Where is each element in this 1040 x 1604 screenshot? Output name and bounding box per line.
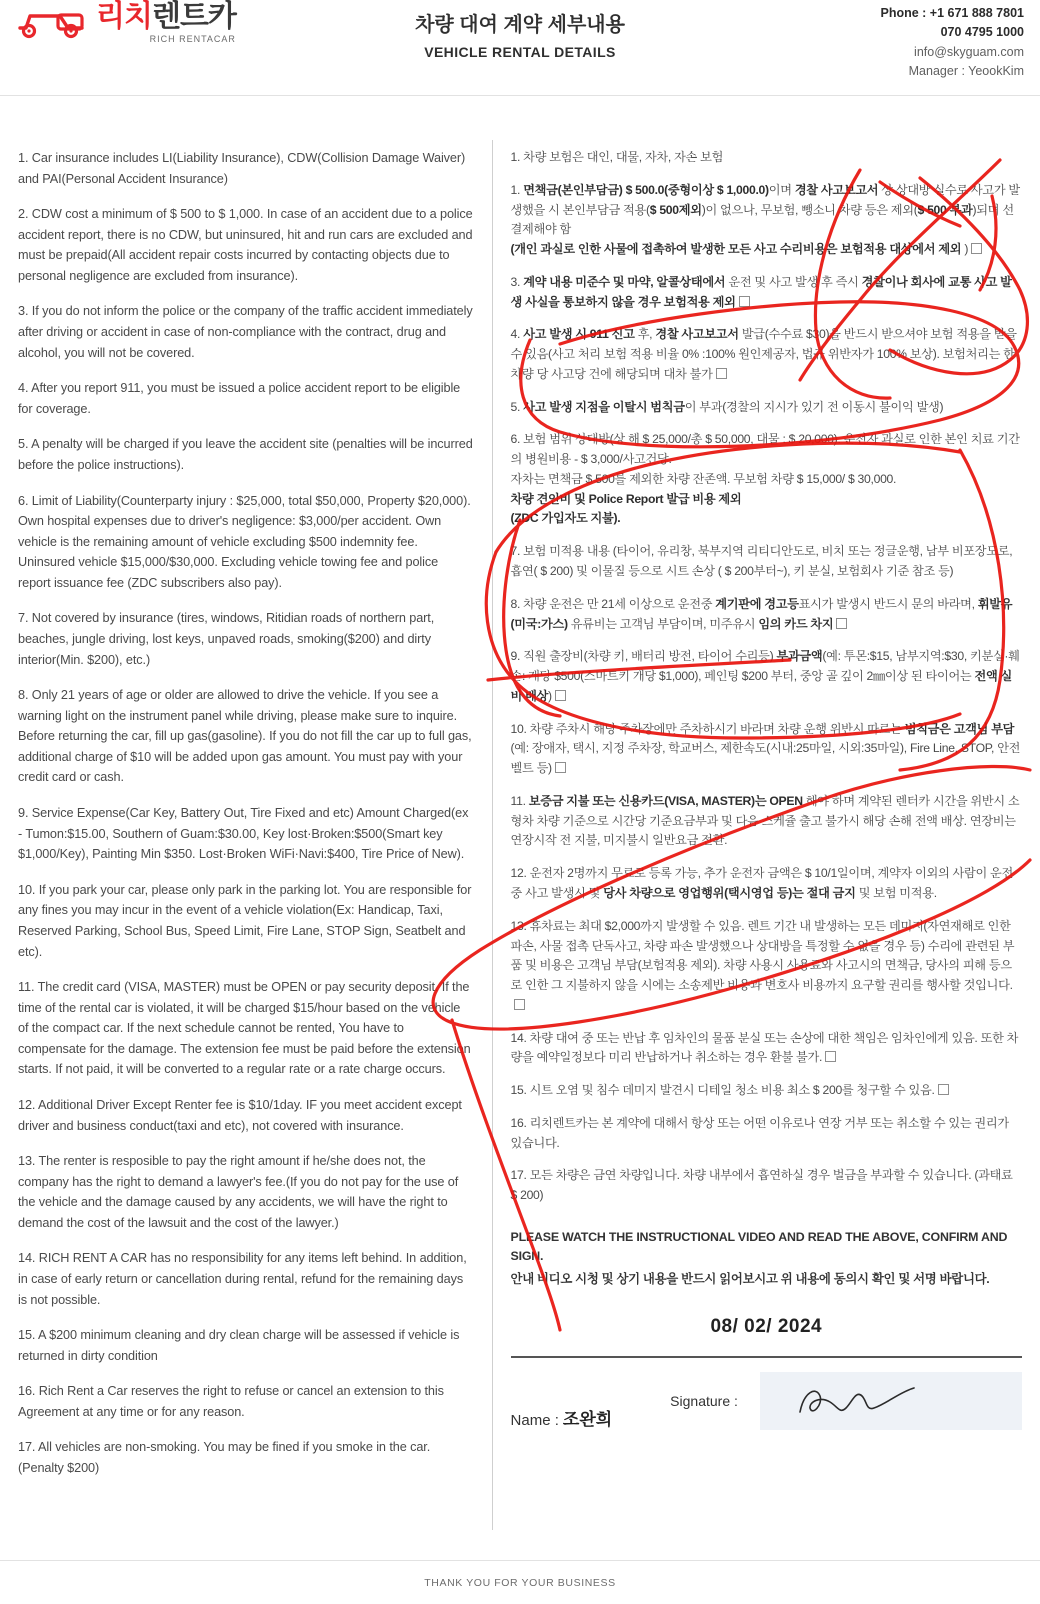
notice-korean: 안내 비디오 시청 및 상기 내용을 반드시 읽어보시고 위 내용에 동의시 확인 및 서명 바랍니다. bbox=[510, 1272, 990, 1287]
name-value: 조완희 bbox=[562, 1410, 613, 1430]
signature-label: Signature : bbox=[670, 1393, 738, 1410]
korean-term-item: 1. 면책금(본인부담금) $ 500.0(중형이상 $ 1,000.0)이며 경찰 사고보고서 상 상대방 실수로 사고가 발생했을 시 본인부담금 적용($ 500제외)이 없으나, 무보험, 뺑소니 차량 등은 제외($ 500 부과)되며 선결제해야 함 (개인 과실로 인한 사물에 접촉하여 발생한 모든 사고 수리비용은 보험적용 대상에서 제외 ) bbox=[510, 182, 1020, 257]
english-term-item: 6. Limit of Liability(Counterparty injury : $25,000, total $50,000, Property $20,000). Own hospital expenses due to driver's negligence: $3,000/per accident. Own vehicle is the remaining amount of vehicle excluding $500 indemnity fee. Uninsured vehicle $15,000/$30,000. Excluding vehicle towing fee and police report issuance fee (ZDC subscribers also pay). bbox=[18, 493, 471, 590]
english-term-item: 7. Not covered by insurance (tires, windows, Ritidian roads of northern part, beaches, jungle driving, lost keys, unpaved roads, smoking($200) and dirty interior(Min. $200), etc.) bbox=[18, 611, 435, 667]
term-checkbox[interactable] bbox=[716, 368, 727, 379]
korean-terms-column bbox=[505, 148, 1022, 1526]
korean-term-item: 14. 차량 대여 중 또는 반납 후 임차인의 물품 분실 또는 손상에 대한 책임은 임차인에게 있음. 또한 차량을 예약일정보다 미리 반납하거나 취소하는 경우 환불 불가. bbox=[510, 1030, 1019, 1065]
korean-term-item: 12. 운전자 2명까지 무료로 등록 가능, 추가 운전자 금액은 $ 10/1일이며, 계약자 이외의 사람이 운전중 사고 발생시 및 당사 차량으로 영업행위(택시영업 등)는 절대 금지 및 보험 미적용. bbox=[510, 866, 1013, 900]
english-term-item: 8. Only 21 years of age or older are allowed to drive the vehicle. If you see a warning light on the instrument panel while driving, please make sure to inquire. Before returning the car, fill up gas(gasoline). If you do not fill the car up to full gas, additional charge of $10 will be added upon gas amount. You must pay with your credit card or cash. bbox=[18, 688, 472, 785]
english-term-item: 10. If you park your car, please only park in the parking lot. You are responsible for any fines you may incur in the event of a vehicle violation(Ex: Handicap, Taxi, Reserved Parking, School Bus, Speed Limit, Fire Lane, STOP Sign, Seatbelt and etc). bbox=[18, 882, 472, 959]
english-term-item: 1. Car insurance includes LI(Liability Insurance), CDW(Collision Damage Waiver) and PAI(Personal Accident Insurance) bbox=[18, 151, 466, 186]
english-term-item: 2. CDW cost a minimum of $ 500 to $ 1,000. In case of an accident due to a police accident report, there is no CDW, but uninsured, hit and run cars are excluded and must be prepaid(All accident repair costs incurred by contacting objects due to personal negligence are excluded from insurance). bbox=[18, 207, 473, 283]
term-checkbox[interactable] bbox=[555, 762, 566, 773]
title-english: VEHICLE RENTAL DETAILS bbox=[424, 44, 616, 60]
korean-term-item: 1. 차량 보험은 대인, 대물, 자차, 자손 보험 bbox=[510, 150, 724, 164]
logo-text-kr-dark: 렌트카 bbox=[151, 0, 236, 33]
english-term-item: 15. A $200 minimum cleaning and dry clean charge will be assessed if vehicle is returned in dirty condition bbox=[18, 1328, 460, 1363]
name-field bbox=[511, 1405, 613, 1430]
notice-english: PLEASE WATCH THE INSTRUCTIONAL VIDEO AND READ THE ABOVE, CONFIRM AND SIGN. bbox=[510, 1229, 1008, 1264]
logo-text-kr-red: 리치 bbox=[96, 0, 152, 33]
korean-term-item: 17. 모든 차량은 금연 차량입니다. 차량 내부에서 흡연하실 경우 벌금을 부과할 수 있습니다. (과태료 $ 200) bbox=[510, 1168, 1013, 1203]
document-body bbox=[0, 96, 1040, 1526]
korean-term-item: 5. 사고 발생 지점을 이탈시 범칙금이 부과(경찰의 지시가 있기 전 이동시 불이익 발생) bbox=[510, 399, 944, 414]
contact-manager: Manager : YeookKim bbox=[908, 64, 1024, 79]
name-label: Name : bbox=[510, 1412, 559, 1430]
signature-box[interactable] bbox=[760, 1372, 1022, 1430]
english-term-item: 16. Rich Rent a Car reserves the right to refuse or cancel an extension to this Agreement at any time or for any reason. bbox=[18, 1384, 444, 1419]
english-term-item: 14. RICH RENT A CAR has no responsibility for any items left behind. In addition, in case of early return or cancellation during rental, refund for the remaining days is not possible. bbox=[18, 1251, 467, 1307]
english-term-item: 13. The renter is resposible to pay the right amount if he/she does not, the company has the right to demand a lawyer's fee.(If you do not pay for the use of the vehicle and the damage caused by any accidents, we will have the right to demand the cost of the lawsuit and the cost of the lawyer.) bbox=[18, 1154, 459, 1230]
term-checkbox[interactable] bbox=[514, 999, 525, 1010]
korean-term-item: 16. 리치렌트카는 본 계약에 대해서 항상 또는 어떤 이유로나 연장 거부 또는 취소할 수 있는 권리가 있습니다. bbox=[510, 1115, 1009, 1150]
signature-mark-icon bbox=[782, 1378, 952, 1426]
english-term-item: 17. All vehicles are non-smoking. You may be fined if you smoke in the car. (Penalty $200) bbox=[18, 1440, 431, 1476]
english-term-item: 3. If you do not inform the police or the company of the traffic accident immediately after driving or accident in case of non-compliance with the contract, drug and alcohol, you will not be covered. bbox=[18, 304, 473, 360]
term-checkbox[interactable] bbox=[825, 1051, 836, 1062]
korean-term-item: 10. 차량 주차시 해당 주차장에만 주차하시기 바라며 차량 운행 위반시 따르는 범칙금은 고객님 부담 (예: 장애자, 택시, 지정 주차장, 학교버스, 제한속도(시내:25마일, 시외:35마일), Fire Line, STOP, 안전벨트 등) bbox=[510, 721, 1021, 776]
term-checkbox[interactable] bbox=[938, 1084, 949, 1095]
english-term-item: 4. After you report 911, you must be issued a police accident report to be eligible for coverage. bbox=[18, 381, 461, 416]
contact-phone: Phone : +1 671 888 7801 bbox=[880, 6, 1024, 20]
signature-row bbox=[511, 1356, 1022, 1430]
logo-text-en: RICH RENTACAR bbox=[149, 34, 236, 44]
english-terms-column bbox=[18, 148, 492, 1526]
title-korean: 차량 대여 계약 세부내용 bbox=[415, 14, 625, 36]
term-checkbox[interactable] bbox=[739, 296, 750, 307]
korean-term-item: 4. 사고 발생 시 911 신고 후, 경찰 사고보고서 발급(수수료 $30)을 반드시 받으셔야 보험 적용을 받을 수 있음(사고 처리 보험 적용 비율 0% :100% 원인제공자, 법규 위반자가 100% 보상). 보험처리는 한 차량 당 사고당 건에 해당되며 대차 불가 bbox=[510, 327, 1017, 381]
korean-term-item: 3. 계약 내용 미준수 및 마약, 알콜상태에서 운전 및 사고 발생 후 즉시 경찰이나 회사에 교통 사고 발생 사실을 통보하지 않을 경우 보험적용 제외 bbox=[510, 274, 1012, 309]
term-checkbox[interactable] bbox=[836, 618, 847, 629]
column-divider bbox=[492, 140, 493, 1530]
car-logo-icon bbox=[16, 6, 90, 40]
korean-term-item: 11. 보증금 지불 또는 신용카드(VISA, MASTER)는 OPEN 해야 하며 계약된 렌터카 시간을 위반시 소형차 차량 기준으로 시간당 기준요금부과 및 다음 스케쥴 출고 불가시 해당 손해 전액 배상. 연장비는 연장시작 전 지불, 미지불시 일반요금 전환. bbox=[510, 793, 1020, 848]
document-header bbox=[0, 0, 1040, 96]
footer-text: THANK YOU FOR YOUR BUSINESS bbox=[424, 1576, 616, 1589]
contact-info bbox=[881, 4, 1025, 82]
company-logo bbox=[16, 2, 236, 44]
term-checkbox[interactable] bbox=[555, 690, 566, 701]
korean-term-item: 13. 휴차료는 최대 $2,000까지 발생할 수 있음. 렌트 기간 내 발생하는 모든 데미지(자연재해로 인한 파손, 사물 접촉 단독사고, 차량 파손 발생했으나 상대방을 특정할 수 없을 경우 등) 수리에 관련된 부품 및 비용은 고객님 부담(보험적용 제외). 차량 사용시 사용료와 사고시의 면책금, 당사의 피해 등으로 인한 그 지불하지 않을 시에는 소송제반 비용과 변호사 비용까지 요구할 권리를 행사할 것입니다. bbox=[511, 917, 1022, 1016]
document-footer bbox=[0, 1560, 1040, 1604]
contact-email: info@skyguam.com bbox=[914, 44, 1024, 59]
korean-term-item: 15. 시트 오염 및 침수 데미지 발견시 디테일 청소 비용 최소 $ 200를 청구할 수 있음. bbox=[511, 1081, 1022, 1101]
korean-term-item: 7. 보험 미적용 내용 (타이어, 유리창, 북부지역 리티디안도로, 비치 또는 정글운행, 남부 비포장도로, 흡연( $ 200) 및 이물질 등으로 시트 손상 ( $ 200부터~), 키 분실, 보험회사 기준 참조 등) bbox=[510, 544, 1013, 579]
contact-phone-secondary: 070 4795 1000 bbox=[940, 25, 1024, 40]
term-checkbox[interactable] bbox=[971, 243, 982, 254]
english-term-item: 11. The credit card (VISA, MASTER) must be OPEN or pay security deposit. If the time of the rental car is violated, it will be charged $15/hour based on the vehicle of the compact car. If the next schedule cannot be rented, You have to compensate for the damage. The extension fee must be paid before the extension starts. If not paid, it will be converted to a regular rate or a rate charge occurs. bbox=[18, 980, 471, 1077]
english-term-item: 12. Additional Driver Except Renter fee is $10/1day. IF you meet accident except driver and business conduct(taxi and etc), not covered with insurance. bbox=[18, 1097, 462, 1133]
english-term-item: 5. A penalty will be charged if you leave the accident site (penalties will be incurred before the police instructions). bbox=[18, 437, 473, 472]
signature-date: 08/ 02/ 2024 bbox=[710, 1316, 823, 1338]
korean-term-item: 9. 직원 출장비(차량 키, 배터리 방전, 타이어 수리등) 부과금액(예: 투몬:$15, 남부지역:$30, 키분실·훼손: 개당 $500(스마트키 개당 $1,000), 페인팅 $200 부터, 중앙 골 깊이 2㎜이상 된 타이어는 전액 실비 배상) bbox=[510, 649, 1020, 703]
korean-term-item: 8. 차량 운전은 만 21세 이상으로 운전중 계기판에 경고등표시가 발생시 반드시 문의 바라며, 휘발유(미국:가스) 유류비는 고객님 부담이며, 미주유시 임의 카드 차지 bbox=[510, 596, 1013, 631]
korean-term-item: 6. 보험 범위 상대방(상 해 $ 25,000/총 $ 50,000, 대물 : $ 20,000). 운전자 과실로 인한 본인 치료 기간의 병원비용 - $ 3,000/사고건당. 자차는 면책금 $ 500를 제외한 차량 잔존액. 무보험 차량 $ 15,000/ $ 30,000. 차량 견인비 및 Police Report 발급 비용 제외 (ZDC 가입자도 지불). bbox=[510, 432, 1020, 526]
english-term-item: 9. Service Expense(Car Key, Battery Out, Tire Fixed and etc) Amount Charged(ex - Tumon:$15.00, Southern of Guam:$30.00, Key lost·Broken:$500(Smart key $1,000/Key), Painting Min $350. Lost·Broken WiFi·Navi:$400, Tire Price of New). bbox=[18, 806, 469, 862]
